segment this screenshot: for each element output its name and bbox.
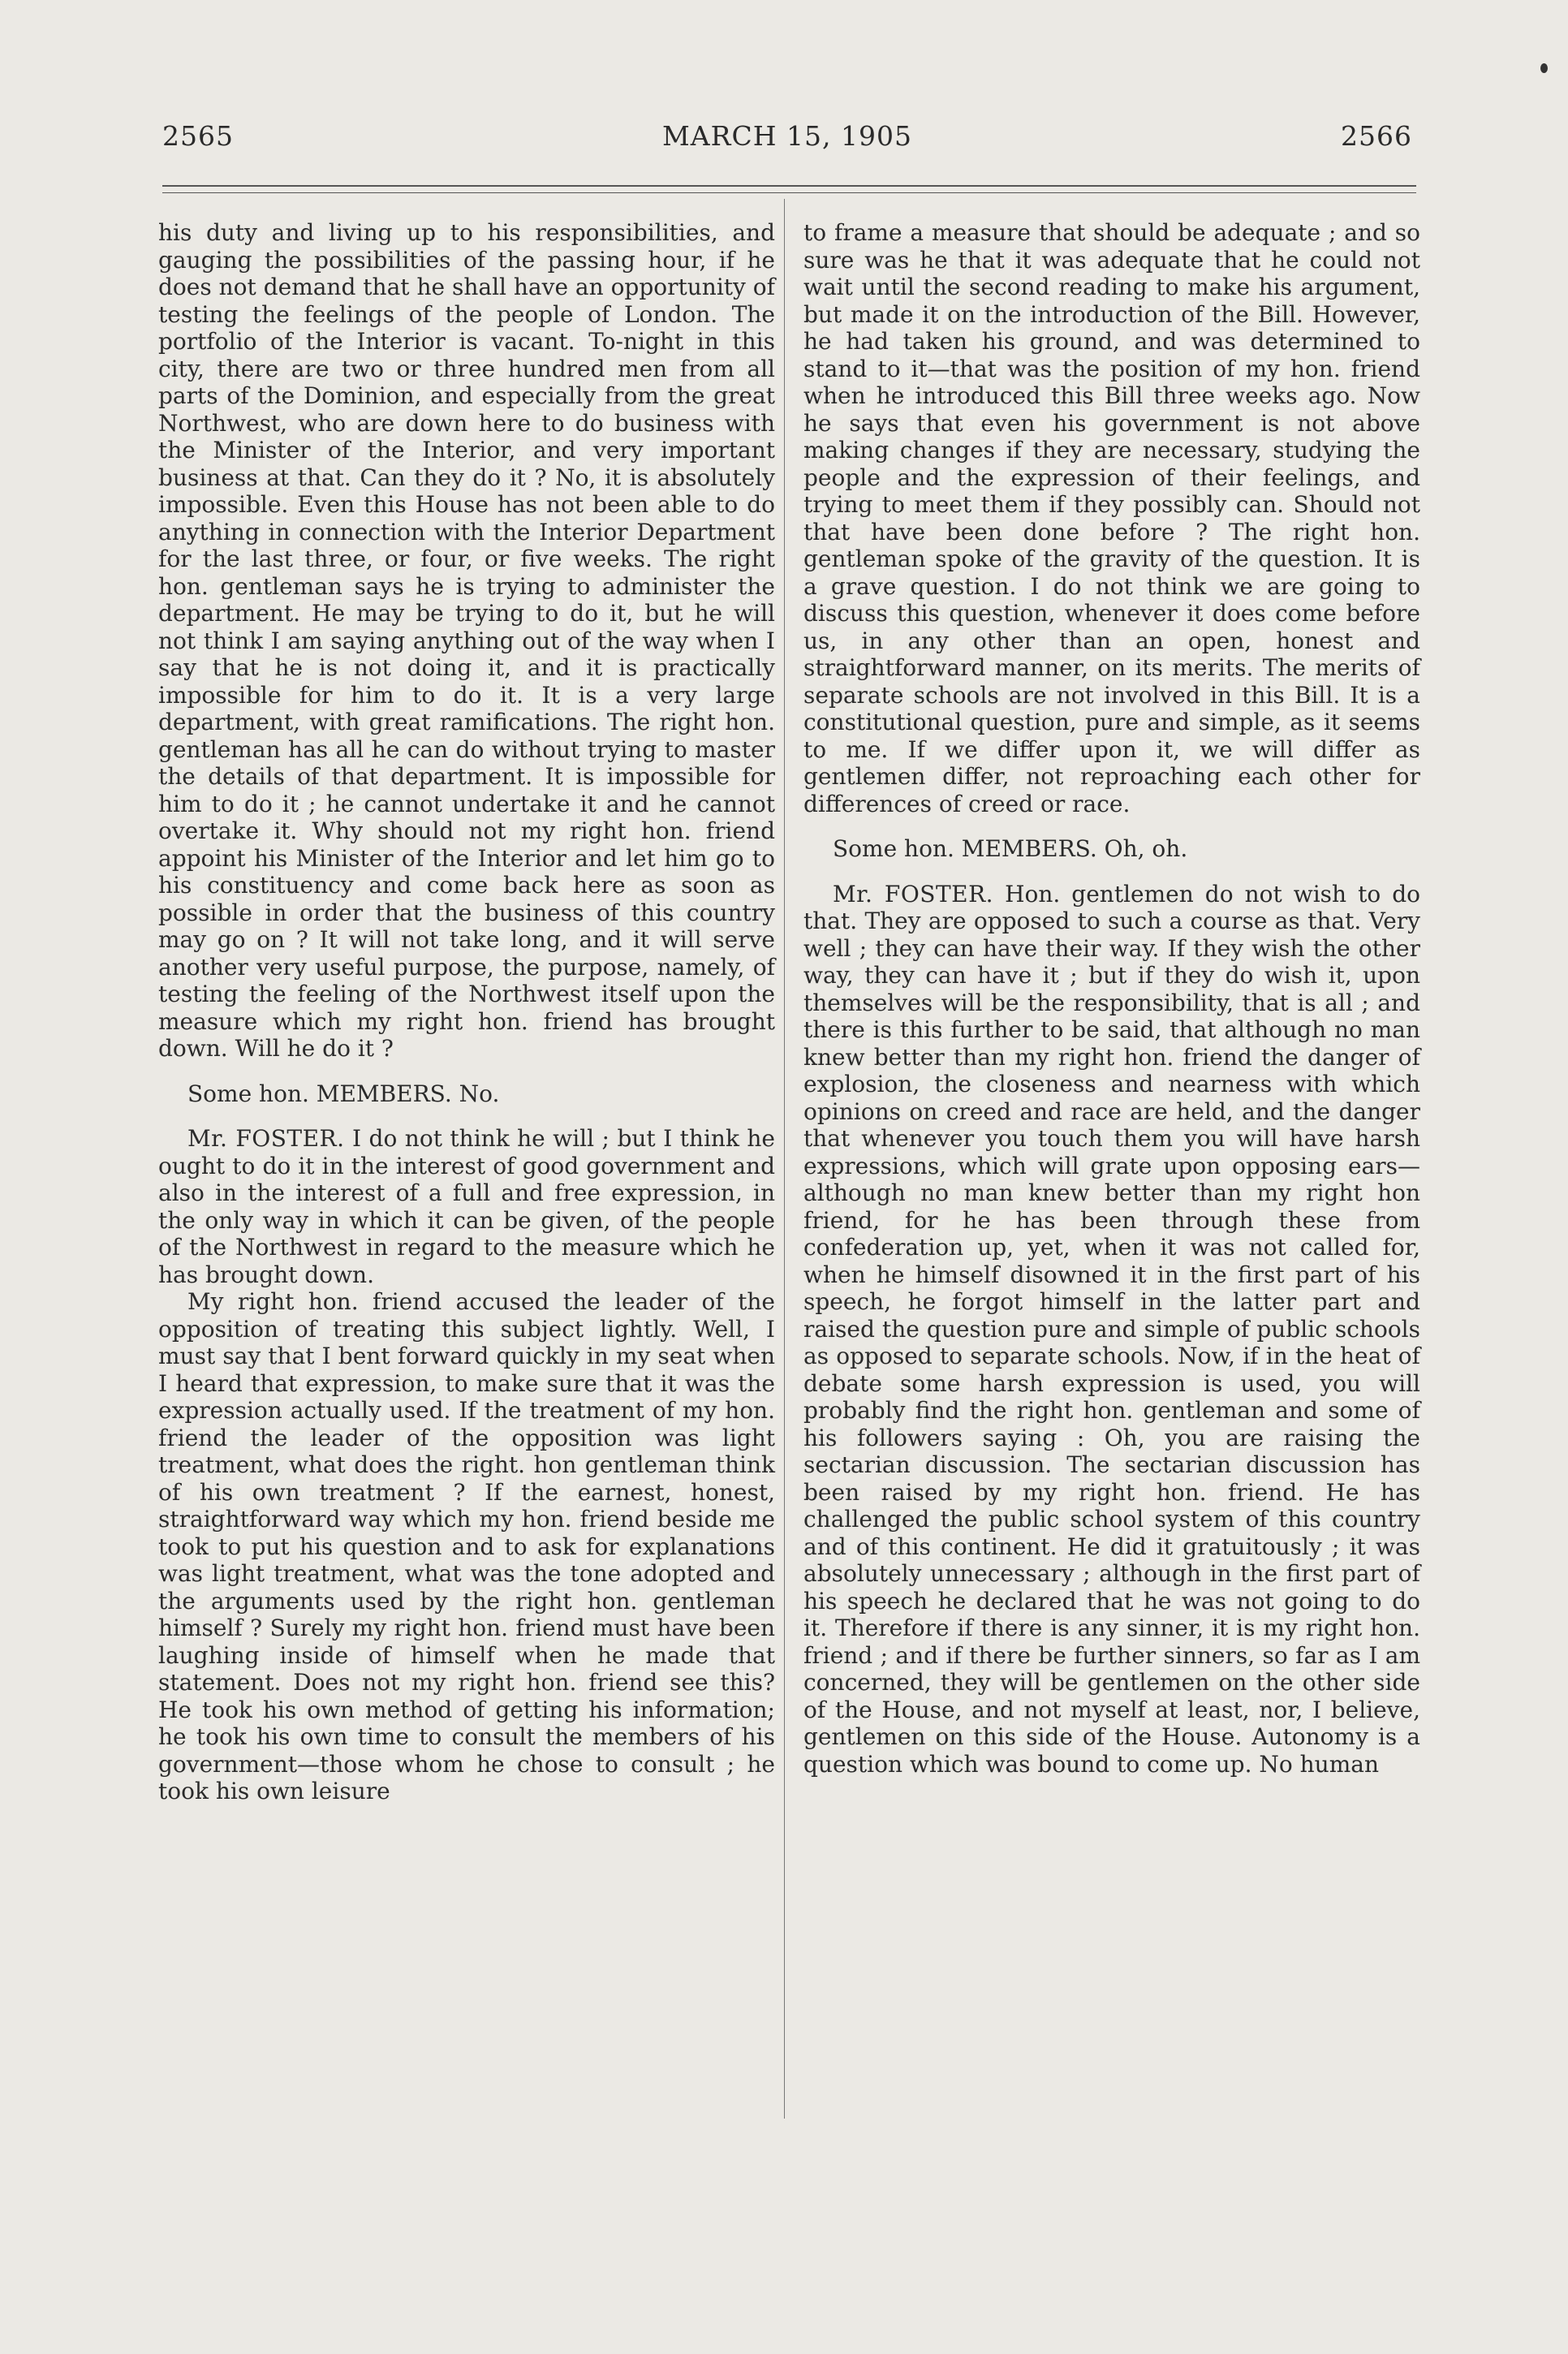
speaker-name: Mr. FOSTER. bbox=[187, 1125, 345, 1152]
left-column bbox=[158, 219, 775, 1805]
header-rule-thick bbox=[162, 185, 1416, 187]
page-header bbox=[162, 120, 1412, 169]
page-number-right: 2566 bbox=[1341, 120, 1412, 152]
page-number-left: 2565 bbox=[162, 120, 234, 152]
paragraph: My right hon. friend accused the leader of the opposition of treating this subject lightly. Well, I must say that I bent forward quickly in my seat when I heard that expression, to make sure that it was the expression actually used. If the treatment of my hon. friend the leader of the opposition was light treatment, what does the right. hon gentleman think of his own treatment ? If the earnest, honest, straightforward way which my hon. friend beside me took to put his question and to ask for explanations was light treatment, what was the tone adopted and the arguments used by the right hon. gentleman himself ? Surely my right hon. friend must have been laughing inside of himself when he made that statement. Does not my right hon. friend see this? He took his own method of getting his information; he took his own time to consult the members of his government—those whom he chose to consult ; he took his own leisure bbox=[158, 1288, 775, 1804]
column-divider bbox=[784, 199, 785, 2119]
header-rule-thin bbox=[162, 192, 1416, 193]
page-date: MARCH 15, 1905 bbox=[662, 120, 912, 152]
right-column bbox=[803, 219, 1420, 1778]
paragraph: to frame a measure that should be adequate ; and so sure was he that it was adequate that he could not wait until the second reading to make his argument, but made it on the introduction of the Bill. However, he had taken his ground, and was determined to stand to it—that was the position of my hon. friend when he introduced this Bill three weeks ago. Now he says that even his government is not above making changes if they are necessary, studying the people and the expression of their feelings, and trying to meet them if they possibly can. Should not that have been done before ? The right hon. gentleman spoke of the gravity of the question. It is a grave question. I do not think we are going to discuss this question, whenever it does come before us, in any other than an open, honest and straightforward manner, on its merits. The merits of separate schools are not involved in this Bill. It is a constitutional question, pure and simple, as it seems to me. If we differ upon it, we will differ as gentlemen differ, not reproaching each other for differences of creed or race. bbox=[803, 219, 1420, 817]
interjection: Some hon. MEMBERS. No. bbox=[187, 1080, 500, 1107]
speech-paragraph bbox=[803, 881, 1420, 1778]
paragraph: his duty and living up to his responsibilities, and gauging the possibilities of the passing hour, if he does not demand that he shall have an opportunity of testing the feelings of the people of London. The portfolio of the Interior is vacant. To-night in this city, there are two or three hundred men from all parts of the Dominion, and especially from the great Northwest, who are down here to do business with the Minister of the Interior, and very important business at that. Can they do it ? No, it is absolutely impossible. Even this House has not been able to do anything in connection with the Interior Department for the last three, or four, or five weeks. The right hon. gentleman says he is trying to administer the department. He may be trying to do it, but he will not think I am saying anything out of the way when I say that he is not doing it, and it is practically impossible for him to do it. It is a very large department, with great ramifications. The right hon. gentleman has all he can do without trying to master the details of that department. It is impossible for him to do it ; he cannot undertake it and he cannot overtake it. Why should not my right hon. friend appoint his Minister of the Interior and let him go to his constituency and come back here as soon as possible in order that the business of this country may go on ? It will not take long, and it will serve another very useful purpose, the purpose, namely, of testing the feeling of the Northwest itself upon the measure which my right hon. friend has brought down. Will he do it ? bbox=[158, 219, 775, 1062]
ink-speck bbox=[1540, 63, 1548, 73]
interjection: Some hon. MEMBERS. Oh, oh. bbox=[833, 835, 1188, 862]
speech-paragraph bbox=[158, 1125, 775, 1288]
speech-text: I do not think he will ; but I think he ought to do it in the interest of good government and also in the interest of a full and free expression, in the only way in which it can be given, of the people of the Northwest in regard to the measure which he has brought down. bbox=[158, 1125, 775, 1288]
speech-text: Hon. gentlemen do not wish to do that. They are opposed to such a course as that. Very well ; they can have their way. If they wish the other way, they can have it ; but if they do wish it, upon themselves will be the responsibility, that is all ; and there is this further to be said, that although no man knew better than my right hon. friend the danger of explosion, the closeness and nearness with which opinions on creed and race are held, and the danger that whenever you touch them you will have harsh expressions, which will grate upon opposing ears—although no man knew better than my right hon friend, for he has been through these from confederation up, yet, when it was not called for, when he himself disowned it in the first part of his speech, he forgot himself in the latter part and raised the question pure and simple of public schools as opposed to separate schools. Now, if in the heat of debate some harsh expression is used, you will probably find the right hon. gentleman and some of his followers saying : Oh, you are raising the sectarian discussion. The sectarian discussion has been raised by my right hon. friend. He has challenged the public school system of this country and of this continent. He did it gratuitously ; it was absolutely unnecessary ; although in the first part of his speech he declared that he was not going to do it. Therefore if there is any sinner, it is my right hon. friend ; and if there be further sinners, so far as I am concerned, they will be gentlemen on the other side of the House, and not myself at least, nor, I believe, gentlemen on this side of the House. Autonomy is a question which was bound to come up. No human bbox=[803, 880, 1420, 1778]
speaker-name: Mr. FOSTER. bbox=[833, 880, 994, 908]
